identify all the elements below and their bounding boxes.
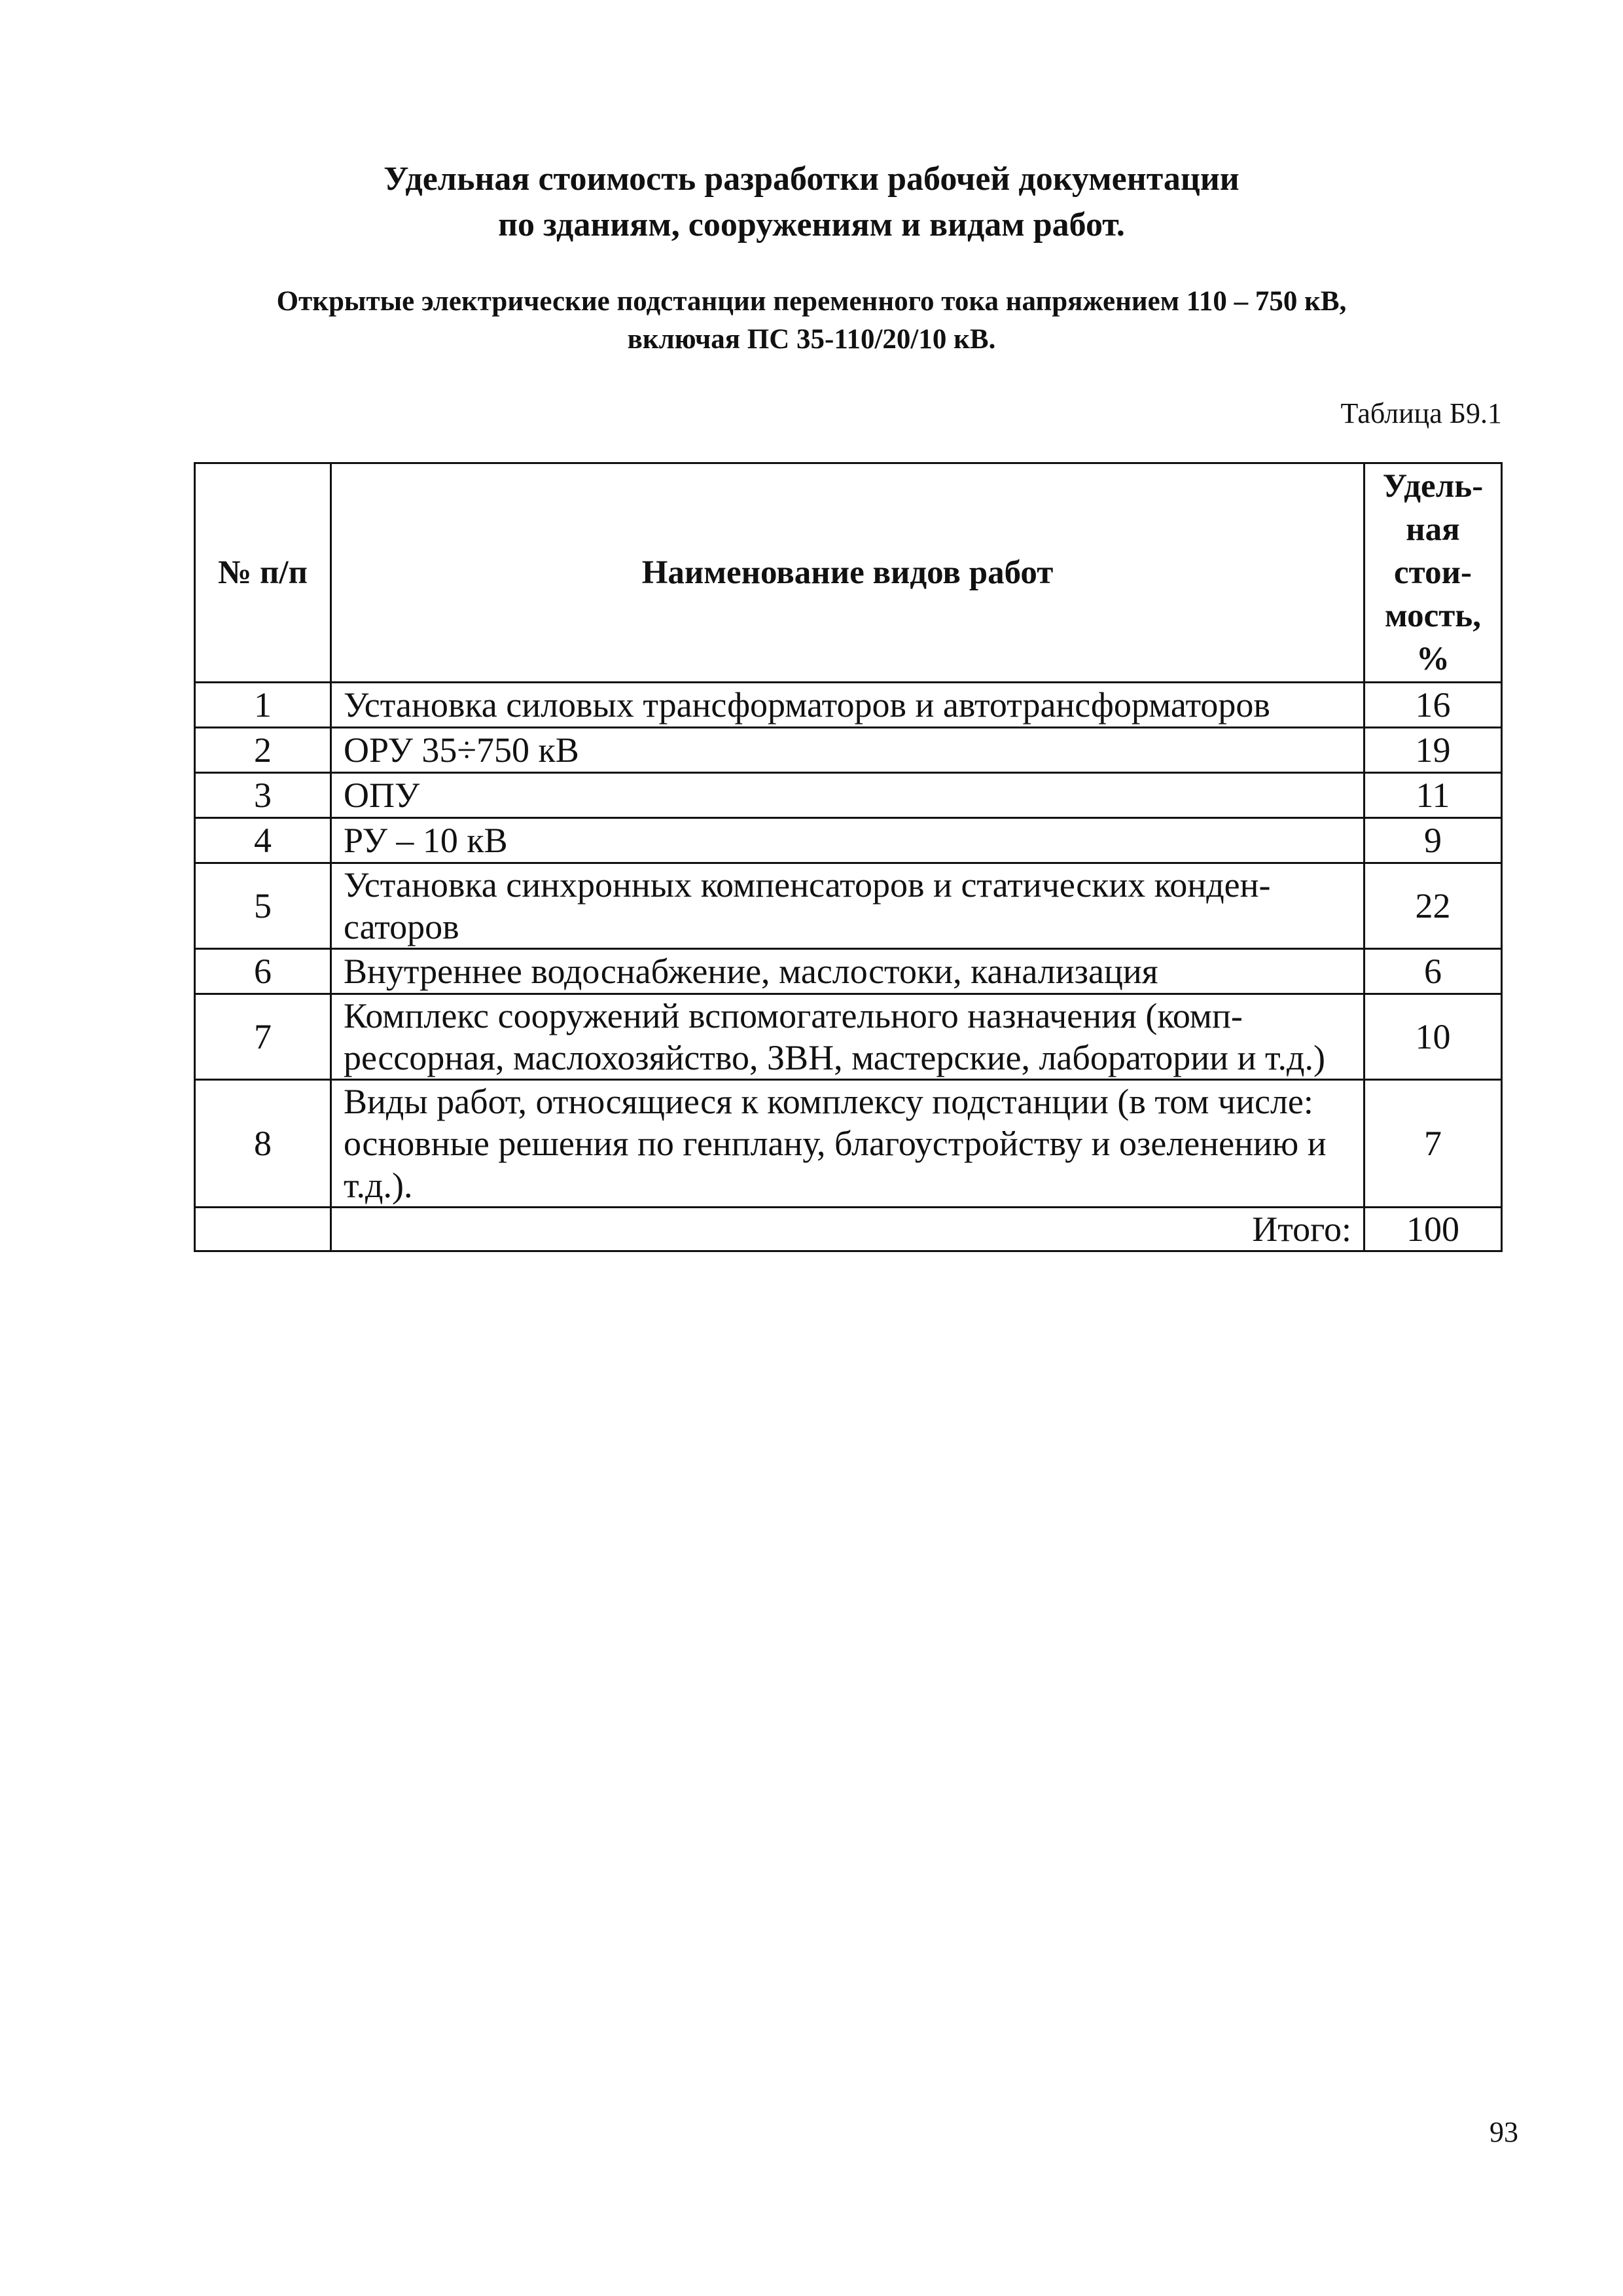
- table-row: [195, 728, 1502, 773]
- total-label: Итого:: [331, 1208, 1364, 1251]
- document-subtitle-line-1: Открытые электрические подстанции переменного тока напряжением 110 – 750 кВ,: [276, 286, 1347, 317]
- row-number: 7: [195, 994, 331, 1080]
- row-number: 6: [195, 949, 331, 994]
- row-number: 2: [195, 728, 331, 773]
- row-work-name: ОРУ 35÷750 кВ: [331, 728, 1364, 773]
- row-unit-cost: 22: [1364, 863, 1502, 949]
- row-unit-cost: 10: [1364, 994, 1502, 1080]
- row-unit-cost: 7: [1364, 1080, 1502, 1208]
- header-unit-cost: Удель-ная стои-мость, %: [1364, 463, 1502, 683]
- work-cost-table: [194, 462, 1503, 1252]
- table-row: [195, 863, 1502, 949]
- row-work-name: Комплекс сооружений вспомогательного назначения (комп-рессорная, маслохозяйство, ЗВН, мастерские, лаборатории и т.д.): [331, 994, 1364, 1080]
- page-number: 93: [1489, 2116, 1518, 2148]
- table-row: [195, 683, 1502, 728]
- row-number: 8: [195, 1080, 331, 1208]
- row-work-name: Установка синхронных компенсаторов и статических конден-саторов: [331, 863, 1364, 949]
- row-unit-cost: 6: [1364, 949, 1502, 994]
- header-number: № п/п: [195, 463, 331, 683]
- document-title-line-2: по зданиям, сооружениям и видам работ.: [498, 206, 1125, 243]
- table-row: [195, 818, 1502, 863]
- row-work-name: Внутреннее водоснабжение, маслостоки, канализация: [331, 949, 1364, 994]
- row-number: 4: [195, 818, 331, 863]
- row-work-name: РУ – 10 кВ: [331, 818, 1364, 863]
- table-row: [195, 994, 1502, 1080]
- table-total-row: [195, 1208, 1502, 1251]
- row-work-name: ОПУ: [331, 773, 1364, 818]
- row-unit-cost: 9: [1364, 818, 1502, 863]
- table-row: [195, 773, 1502, 818]
- table-row: [195, 949, 1502, 994]
- table-row: [195, 1080, 1502, 1208]
- row-unit-cost: 19: [1364, 728, 1502, 773]
- row-work-name: Виды работ, относящиеся к комплексу подстанции (в том числе: основные решения по генплану, благоустройству и озеленению и т.д.).: [331, 1080, 1364, 1208]
- header-work-name: Наименование видов работ: [331, 463, 1364, 683]
- row-number: 1: [195, 683, 331, 728]
- row-number: 3: [195, 773, 331, 818]
- total-value: 100: [1364, 1208, 1502, 1251]
- document-subtitle-line-2: включая ПС 35-110/20/10 кВ.: [627, 324, 996, 355]
- document-title-line-1: Удельная стоимость разработки рабочей документации: [383, 160, 1240, 198]
- table-header-row: [195, 463, 1502, 683]
- row-unit-cost: 16: [1364, 683, 1502, 728]
- total-empty-cell: [195, 1208, 331, 1251]
- row-work-name: Установка силовых трансформаторов и автотрансформаторов: [331, 683, 1364, 728]
- row-number: 5: [195, 863, 331, 949]
- row-unit-cost: 11: [1364, 773, 1502, 818]
- table-label: Таблица Б9.1: [1340, 397, 1502, 429]
